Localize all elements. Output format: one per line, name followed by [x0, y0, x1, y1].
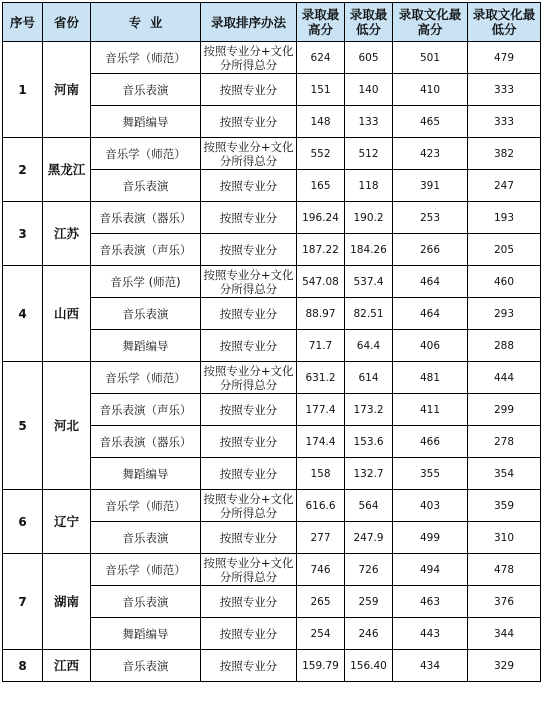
max-score-cell: 552 [297, 138, 345, 170]
header-min-culture: 录取文化最低分 [468, 3, 541, 42]
max-score-cell: 624 [297, 42, 345, 74]
method-cell: 按照专业分 [201, 458, 297, 490]
max-score-cell: 547.08 [297, 266, 345, 298]
min-score-cell: 246 [345, 618, 393, 650]
min-score-cell: 64.4 [345, 330, 393, 362]
method-cell: 按照专业分+文化分所得总分 [201, 42, 297, 74]
min-score-cell: 247.9 [345, 522, 393, 554]
major-cell: 音乐表演 [91, 522, 201, 554]
max-score-cell: 616.6 [297, 490, 345, 522]
table-row [3, 362, 541, 394]
min-culture-score-cell: 288 [468, 330, 541, 362]
min-culture-score-cell: 299 [468, 394, 541, 426]
max-score-cell: 746 [297, 554, 345, 586]
row-index-cell: 4 [3, 266, 43, 362]
method-cell: 按照专业分 [201, 426, 297, 458]
method-cell: 按照专业分 [201, 586, 297, 618]
max-culture-score-cell: 253 [393, 202, 468, 234]
admission-scores-table [2, 2, 541, 682]
admission-scores-table-container [2, 2, 541, 682]
header-major: 专 业 [91, 3, 201, 42]
province-cell: 山西 [43, 266, 91, 362]
row-index-cell: 6 [3, 490, 43, 554]
min-culture-score-cell: 293 [468, 298, 541, 330]
header-province: 省份 [43, 3, 91, 42]
min-culture-score-cell: 193 [468, 202, 541, 234]
major-cell: 音乐学（师范） [91, 554, 201, 586]
method-cell: 按照专业分 [201, 74, 297, 106]
method-cell: 按照专业分 [201, 330, 297, 362]
max-culture-score-cell: 355 [393, 458, 468, 490]
min-score-cell: 190.2 [345, 202, 393, 234]
major-cell: 音乐表演 [91, 650, 201, 682]
min-score-cell: 153.6 [345, 426, 393, 458]
min-score-cell: 132.7 [345, 458, 393, 490]
min-score-cell: 614 [345, 362, 393, 394]
max-culture-score-cell: 434 [393, 650, 468, 682]
max-score-cell: 165 [297, 170, 345, 202]
method-cell: 按照专业分 [201, 202, 297, 234]
min-culture-score-cell: 479 [468, 42, 541, 74]
method-cell: 按照专业分 [201, 394, 297, 426]
max-score-cell: 277 [297, 522, 345, 554]
table-row [3, 266, 541, 298]
major-cell: 音乐表演 [91, 170, 201, 202]
province-cell: 辽宁 [43, 490, 91, 554]
method-cell: 按照专业分+文化分所得总分 [201, 490, 297, 522]
table-row [3, 554, 541, 586]
max-culture-score-cell: 464 [393, 298, 468, 330]
max-culture-score-cell: 406 [393, 330, 468, 362]
province-cell: 河南 [43, 42, 91, 138]
min-score-cell: 605 [345, 42, 393, 74]
min-score-cell: 82.51 [345, 298, 393, 330]
max-score-cell: 159.79 [297, 650, 345, 682]
min-culture-score-cell: 460 [468, 266, 541, 298]
row-index-cell: 1 [3, 42, 43, 138]
max-culture-score-cell: 266 [393, 234, 468, 266]
table-row [3, 138, 541, 170]
max-culture-score-cell: 499 [393, 522, 468, 554]
major-cell: 音乐表演 [91, 74, 201, 106]
major-cell: 音乐学（师范） [91, 490, 201, 522]
method-cell: 按照专业分+文化分所得总分 [201, 362, 297, 394]
min-score-cell: 537.4 [345, 266, 393, 298]
max-score-cell: 177.4 [297, 394, 345, 426]
min-score-cell: 173.2 [345, 394, 393, 426]
method-cell: 按照专业分 [201, 234, 297, 266]
min-score-cell: 564 [345, 490, 393, 522]
province-cell: 江苏 [43, 202, 91, 266]
min-culture-score-cell: 333 [468, 74, 541, 106]
header-min-score: 录取最低分 [345, 3, 393, 42]
row-index-cell: 3 [3, 202, 43, 266]
min-culture-score-cell: 278 [468, 426, 541, 458]
min-score-cell: 133 [345, 106, 393, 138]
major-cell: 音乐表演 [91, 298, 201, 330]
header-max-culture: 录取文化最高分 [393, 3, 468, 42]
min-culture-score-cell: 344 [468, 618, 541, 650]
table-body [3, 42, 541, 682]
method-cell: 按照专业分+文化分所得总分 [201, 266, 297, 298]
major-cell: 音乐学（师范） [91, 42, 201, 74]
province-cell: 江西 [43, 650, 91, 682]
min-culture-score-cell: 310 [468, 522, 541, 554]
min-culture-score-cell: 205 [468, 234, 541, 266]
major-cell: 音乐学 (师范) [91, 266, 201, 298]
table-row [3, 650, 541, 682]
major-cell: 舞蹈编导 [91, 618, 201, 650]
max-culture-score-cell: 423 [393, 138, 468, 170]
row-index-cell: 2 [3, 138, 43, 202]
max-score-cell: 187.22 [297, 234, 345, 266]
max-culture-score-cell: 466 [393, 426, 468, 458]
major-cell: 音乐学（师范） [91, 362, 201, 394]
min-culture-score-cell: 382 [468, 138, 541, 170]
major-cell: 音乐表演 [91, 586, 201, 618]
row-index-cell: 7 [3, 554, 43, 650]
province-cell: 黑龙江 [43, 138, 91, 202]
max-score-cell: 151 [297, 74, 345, 106]
major-cell: 音乐学（师范） [91, 138, 201, 170]
max-score-cell: 254 [297, 618, 345, 650]
province-cell: 河北 [43, 362, 91, 490]
max-score-cell: 174.4 [297, 426, 345, 458]
max-score-cell: 88.97 [297, 298, 345, 330]
major-cell: 舞蹈编导 [91, 330, 201, 362]
method-cell: 按照专业分 [201, 650, 297, 682]
major-cell: 音乐表演（声乐） [91, 234, 201, 266]
province-cell: 湖南 [43, 554, 91, 650]
method-cell: 按照专业分+文化分所得总分 [201, 138, 297, 170]
max-culture-score-cell: 391 [393, 170, 468, 202]
min-score-cell: 726 [345, 554, 393, 586]
min-score-cell: 259 [345, 586, 393, 618]
min-score-cell: 184.26 [345, 234, 393, 266]
major-cell: 音乐表演（器乐） [91, 426, 201, 458]
row-index-cell: 8 [3, 650, 43, 682]
max-culture-score-cell: 481 [393, 362, 468, 394]
min-score-cell: 140 [345, 74, 393, 106]
max-culture-score-cell: 410 [393, 74, 468, 106]
max-culture-score-cell: 464 [393, 266, 468, 298]
method-cell: 按照专业分+文化分所得总分 [201, 554, 297, 586]
header-row [3, 3, 541, 42]
max-culture-score-cell: 443 [393, 618, 468, 650]
max-score-cell: 631.2 [297, 362, 345, 394]
method-cell: 按照专业分 [201, 618, 297, 650]
min-culture-score-cell: 333 [468, 106, 541, 138]
major-cell: 舞蹈编导 [91, 106, 201, 138]
major-cell: 音乐表演（声乐） [91, 394, 201, 426]
max-culture-score-cell: 463 [393, 586, 468, 618]
min-score-cell: 512 [345, 138, 393, 170]
min-score-cell: 156.40 [345, 650, 393, 682]
table-row [3, 490, 541, 522]
max-culture-score-cell: 411 [393, 394, 468, 426]
max-score-cell: 196.24 [297, 202, 345, 234]
min-score-cell: 118 [345, 170, 393, 202]
max-score-cell: 148 [297, 106, 345, 138]
min-culture-score-cell: 354 [468, 458, 541, 490]
max-culture-score-cell: 494 [393, 554, 468, 586]
min-culture-score-cell: 359 [468, 490, 541, 522]
max-score-cell: 71.7 [297, 330, 345, 362]
header-method: 录取排序办法 [201, 3, 297, 42]
table-row [3, 202, 541, 234]
row-index-cell: 5 [3, 362, 43, 490]
max-culture-score-cell: 465 [393, 106, 468, 138]
major-cell: 音乐表演（器乐） [91, 202, 201, 234]
max-score-cell: 265 [297, 586, 345, 618]
method-cell: 按照专业分 [201, 522, 297, 554]
method-cell: 按照专业分 [201, 106, 297, 138]
header-index: 序号 [3, 3, 43, 42]
min-culture-score-cell: 478 [468, 554, 541, 586]
min-culture-score-cell: 444 [468, 362, 541, 394]
min-culture-score-cell: 376 [468, 586, 541, 618]
major-cell: 舞蹈编导 [91, 458, 201, 490]
table-header [3, 3, 541, 42]
min-culture-score-cell: 329 [468, 650, 541, 682]
min-culture-score-cell: 247 [468, 170, 541, 202]
table-row [3, 42, 541, 74]
max-culture-score-cell: 501 [393, 42, 468, 74]
max-score-cell: 158 [297, 458, 345, 490]
max-culture-score-cell: 403 [393, 490, 468, 522]
header-max-score: 录取最高分 [297, 3, 345, 42]
method-cell: 按照专业分 [201, 170, 297, 202]
method-cell: 按照专业分 [201, 298, 297, 330]
